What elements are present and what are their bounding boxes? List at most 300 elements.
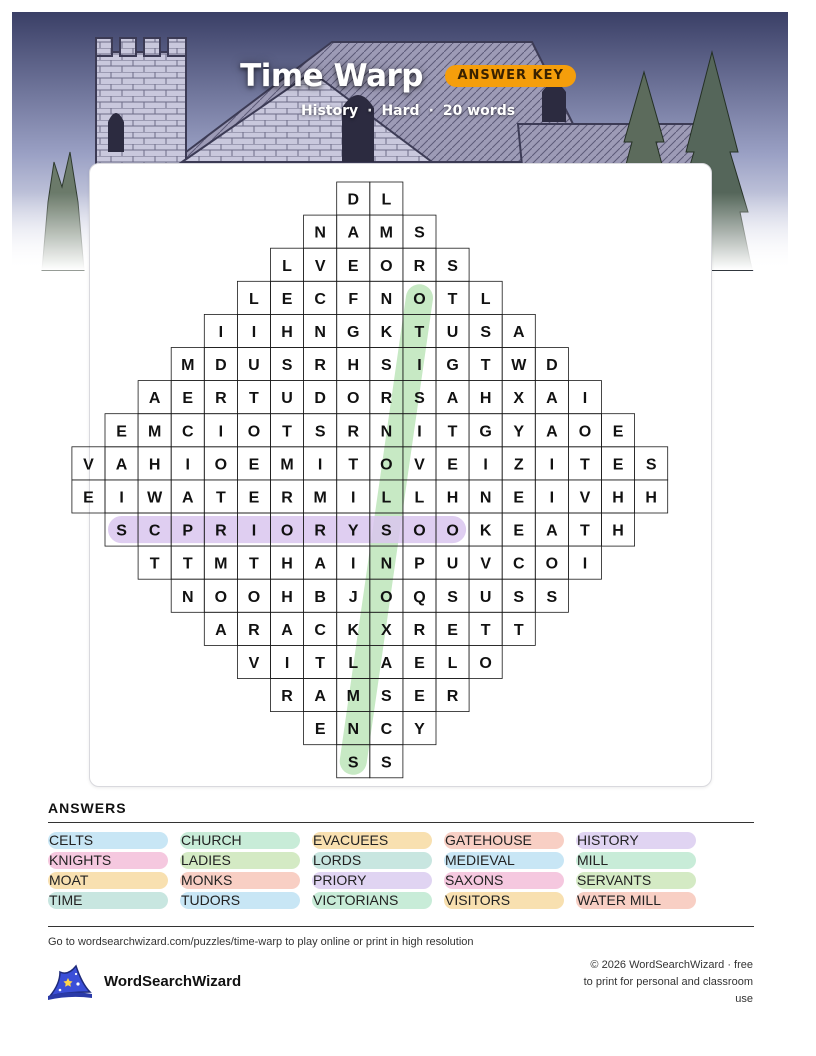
grid-letter: S [281,357,293,375]
grid-cell [535,546,568,579]
grid-letter: K [380,323,393,341]
grid-letter: T [249,555,259,573]
grid-cell [535,480,568,513]
grid-cell [370,281,403,314]
grid-cell [568,414,601,447]
grid-cell [535,447,568,480]
grid-cell [105,447,138,480]
grid-cell [502,348,535,381]
grid-cell [204,579,237,612]
grid-cell [436,480,469,513]
grid-letter: S [414,390,425,408]
grid-cell [602,414,635,447]
answer-word: MILL [576,852,696,869]
grid-cell [171,579,204,612]
answer-word: LORDS [312,852,432,869]
grid-letter: O [380,456,393,474]
grid-letter: T [580,456,590,474]
grid-letter: C [181,423,194,441]
grid-letter: A [314,555,326,573]
grid-letter: X [381,621,392,639]
grid-letter: K [479,522,492,540]
grid-letter: I [251,323,257,341]
grid-letter: T [149,555,160,573]
grid-cell [502,314,535,347]
grid-cell [337,447,370,480]
grid-letter: O [247,423,261,441]
grid-letter: H [479,390,492,408]
grid-letter: T [513,621,524,639]
grid-cell [502,381,535,414]
grid-cell [337,182,370,215]
grid-letter: K [347,621,360,639]
grid-cell [568,381,601,414]
grid-letter: S [513,588,525,606]
grid-cell [535,414,568,447]
grid-cell [204,546,237,579]
grid-cell [469,381,502,414]
grid-cell [271,480,304,513]
grid-letter: S [381,522,392,540]
grid-letter: I [549,456,555,474]
grid-letter: I [582,390,588,408]
grid-letter: M [280,456,294,474]
grid-letter: I [284,654,290,672]
grid-letter: V [248,654,260,672]
answer-word: CELTS [48,832,168,849]
grid-cell [502,480,535,513]
grid-letter: O [347,390,360,408]
grid-letter: M [313,489,327,507]
grid-cell [271,314,304,347]
grid-letter: F [348,290,359,308]
grid-letter: R [215,522,227,540]
grid-cell [337,314,370,347]
grid-cell [171,381,204,414]
grid-cell [602,513,635,546]
grid-letter: H [612,489,624,507]
grid-letter: D [546,357,558,375]
grid-letter: H [281,588,293,606]
grid-letter: L [348,654,359,672]
grid-letter: R [380,390,393,408]
grid-cell [237,281,270,314]
grid-cell [502,447,535,480]
grid-cell [403,546,436,579]
grid-cell [271,414,304,447]
grid-cell [502,546,535,579]
answer-word: SAXONS [444,872,564,889]
grid-letter: M [214,555,228,573]
grid-letter: S [447,257,458,275]
grid-letter: E [447,621,458,639]
grid-cell [469,480,502,513]
grid-cell [568,447,601,480]
grid-letter: Z [513,456,524,474]
answer-word: PRIORY [312,872,432,889]
grid-cell [370,712,403,745]
divider [48,926,754,927]
grid-letter: Y [513,423,525,441]
grid-cell [304,612,337,645]
grid-cell [237,579,270,612]
grid-cell [535,381,568,414]
grid-letter: E [612,456,624,474]
grid-cell [271,447,304,480]
grid-letter: O [545,555,559,573]
answer-word: MONKS [180,872,300,889]
grid-letter: S [480,323,491,341]
answer-word: VICTORIANS [312,892,432,909]
grid-letter: O [280,522,294,540]
answer-word: TUDORS [180,892,300,909]
answer-word: CHURCH [180,832,300,849]
grid-letter: R [248,621,260,639]
grid-cell [635,447,668,480]
grid-letter: I [185,456,190,474]
answer-word: KNIGHTS [48,852,168,869]
grid-letter: T [315,654,326,672]
grid-cell [535,579,568,612]
grid-cell [370,745,403,778]
grid-cell [304,447,337,480]
grid-cell [171,414,204,447]
grid-cell [304,546,337,579]
grid-letter: L [381,191,392,209]
grid-letter: S [116,522,127,540]
grid-cell [304,248,337,281]
separator-dot: · [428,103,434,119]
grid-letter: V [579,489,591,507]
grid-letter: I [218,323,224,341]
grid-cell [271,645,304,678]
grid-cell [337,480,370,513]
grid-letter: T [215,489,226,507]
grid-letter: T [249,390,259,408]
grid-letter: M [379,224,394,242]
grid-letter: E [281,290,293,308]
grid-cell [204,480,237,513]
grid-cell [502,513,535,546]
grid-cell [469,645,502,678]
grid-letter: S [645,456,657,474]
grid-cell [237,447,270,480]
grid-cell [304,381,337,414]
grid-cell [304,348,337,381]
grid-cell [237,546,270,579]
grid-letter: S [314,423,326,441]
grid-letter: E [248,489,260,507]
grid-cell [72,447,105,480]
grid-letter: S [546,588,558,606]
grid-cell [403,480,436,513]
grid-letter: L [414,489,425,507]
grid-cell [271,281,304,314]
grid-letter: I [251,522,257,540]
grid-cell [271,679,304,712]
answer-word: LADIES [180,852,300,869]
grid-cell [304,414,337,447]
grid-cell [171,480,204,513]
grid-letter: A [148,390,161,408]
grid-cell [535,348,568,381]
grid-cell [304,314,337,347]
grid-cell [271,348,304,381]
grid-cell [337,248,370,281]
grid-letter: O [214,456,228,474]
grid-letter: P [182,522,194,540]
grid-cell [436,281,469,314]
word-count-label: 20 words [442,103,516,119]
grid-letter: I [417,357,422,375]
grid-letter: I [317,456,323,474]
grid-letter: X [513,390,525,408]
grid-letter: U [281,390,293,408]
grid-cell [469,513,502,546]
grid-letter: R [281,688,293,706]
grid-letter: C [512,555,525,573]
grid-letter: U [248,357,260,375]
grid-letter: C [380,721,393,739]
grid-letter: A [115,456,128,474]
grid-letter: M [346,688,360,706]
grid-cell [304,579,337,612]
answer-word: GATEHOUSE [444,832,564,849]
grid-cell [304,679,337,712]
grid-cell [370,215,403,248]
grid-letter: L [480,290,491,308]
grid-letter: S [447,588,458,606]
grid-cell [204,381,237,414]
grid-letter: V [314,257,326,275]
answer-word: WATER MILL [576,892,696,909]
grid-cell [436,248,469,281]
grid-cell [171,447,204,480]
grid-letter: A [546,522,558,540]
grid-letter: U [479,588,492,606]
grid-letter: N [380,423,393,441]
grid-cell [469,612,502,645]
puzzle-meta [0,103,816,119]
answers-heading: ANSWERS [48,800,127,816]
wizard-hat-logo [46,962,92,1007]
grid-cell [337,215,370,248]
grid-letter: C [314,621,326,639]
grid-letter: W [511,357,527,375]
answer-word: MEDIEVAL [444,852,564,869]
grid-letter: A [215,621,227,639]
grid-letter: L [249,290,259,308]
grid-letter: R [314,357,326,375]
grid-cell [469,281,502,314]
grid-cell [469,348,502,381]
grid-cell [436,447,469,480]
grid-cell [436,679,469,712]
grid-cell [337,281,370,314]
grid-cell [138,414,171,447]
grid-cell [436,612,469,645]
grid-letter: R [413,257,426,275]
grid-cell [105,414,138,447]
grid-cell [436,381,469,414]
grid-letter: E [513,489,525,507]
grid-cell [469,314,502,347]
grid-letter: T [282,423,292,441]
grid-cell [502,414,535,447]
grid-cell [237,612,270,645]
grid-letter: T [182,555,193,573]
grid-letter: A [380,654,393,672]
grid-letter: M [181,357,195,375]
grid-letter: E [513,522,525,540]
grid-letter: I [351,555,356,573]
grid-cell [204,612,237,645]
answer-key-badge: ANSWER KEY [445,65,575,87]
grid-letter: T [480,621,491,639]
grid-letter: I [549,489,555,507]
grid-cell [304,281,337,314]
grid-letter: I [417,423,422,441]
answer-word: TIME [48,892,168,909]
grid-letter: J [348,588,358,606]
grid-cell [204,447,237,480]
grid-letter: O [247,588,261,606]
grid-cell [502,612,535,645]
grid-letter: A [512,323,525,341]
difficulty-label: Hard [381,103,420,119]
grid-cell [403,645,436,678]
grid-cell [271,579,304,612]
grid-cell [337,348,370,381]
grid-letter: D [215,357,227,375]
grid-letter: A [446,390,459,408]
grid-letter: E [116,423,127,441]
grid-letter: E [182,390,194,408]
grid-letter: T [414,323,425,341]
grid-cell [304,215,337,248]
grid-cell [436,546,469,579]
grid-cell [403,215,436,248]
grid-cell [436,314,469,347]
grid-cell [304,712,337,745]
grid-letter: N [314,323,326,341]
grid-letter: L [282,257,292,275]
grid-letter: I [119,489,124,507]
grid-letter: H [347,357,360,375]
grid-letter: I [351,489,356,507]
grid-letter: Y [347,522,359,540]
grid-letter: A [314,688,326,706]
grid-letter: N [380,290,393,308]
grid-letter: L [381,489,392,507]
grid-letter: N [380,555,393,573]
grid-cell [370,182,403,215]
grid-letter: S [381,688,392,706]
grid-letter: T [348,456,359,474]
grid-letter: A [546,423,558,441]
grid-letter: O [413,522,426,540]
puzzle-card [83,163,712,787]
grid-cell [635,480,668,513]
grid-letter: N [314,224,326,242]
grid-letter: R [413,621,426,639]
grid-cell [469,447,502,480]
grid-letter: R [215,390,227,408]
grid-cell [271,381,304,414]
grid-letter: E [414,654,425,672]
grid-cell [171,546,204,579]
grid-cell [138,480,171,513]
grid-letter: U [446,323,459,341]
grid-cell [237,314,270,347]
word-search-grid [83,164,713,788]
grid-letter: E [83,489,94,507]
grid-letter: S [381,357,392,375]
grid-cell [138,546,171,579]
grid-cell [403,248,436,281]
grid-cell [105,480,138,513]
grid-cell [237,381,270,414]
grid-cell [568,546,601,579]
grid-letter: O [214,588,228,606]
grid-cell [337,546,370,579]
grid-letter: R [446,688,459,706]
grid-cell [502,579,535,612]
grid-cell [602,447,635,480]
grid-letter: T [447,423,458,441]
grid-letter: C [148,522,161,540]
answer-word: VISITORS [444,892,564,909]
grid-cell [436,414,469,447]
grid-letter: N [181,588,194,606]
grid-cell [436,645,469,678]
answer-word: EVACUEES [312,832,432,849]
grid-cell [403,679,436,712]
grid-letter: T [447,290,458,308]
answer-word: HISTORY [576,832,696,849]
grid-letter: E [447,456,458,474]
footer-link[interactable]: Go to wordsearchwizard.com/puzzles/time-warp to play online or print in high resolution [48,936,474,948]
grid-cell [138,381,171,414]
grid-letter: O [479,654,492,672]
grid-letter: L [447,654,458,672]
grid-letter: N [479,489,492,507]
grid-letter: G [446,357,459,375]
grid-cell [535,513,568,546]
grid-cell [72,480,105,513]
grid-letter: S [381,754,392,772]
grid-letter: O [380,257,393,275]
grid-letter: O [413,290,426,308]
grid-cell [469,546,502,579]
grid-letter: B [314,588,326,606]
grid-letter: A [347,224,360,242]
grid-cell [271,248,304,281]
grid-cell [602,480,635,513]
grid-letter: V [414,456,425,474]
grid-letter: S [347,754,359,772]
grid-letter: H [281,555,293,573]
grid-cell [237,348,270,381]
divider [48,822,754,823]
grid-cell [436,348,469,381]
grid-cell [204,348,237,381]
grid-letter: U [446,555,459,573]
grid-letter: Y [414,721,425,739]
answer-word: SERVANTS [576,872,696,889]
brand-name: WordSearchWizard [104,973,242,990]
grid-cell [237,480,270,513]
